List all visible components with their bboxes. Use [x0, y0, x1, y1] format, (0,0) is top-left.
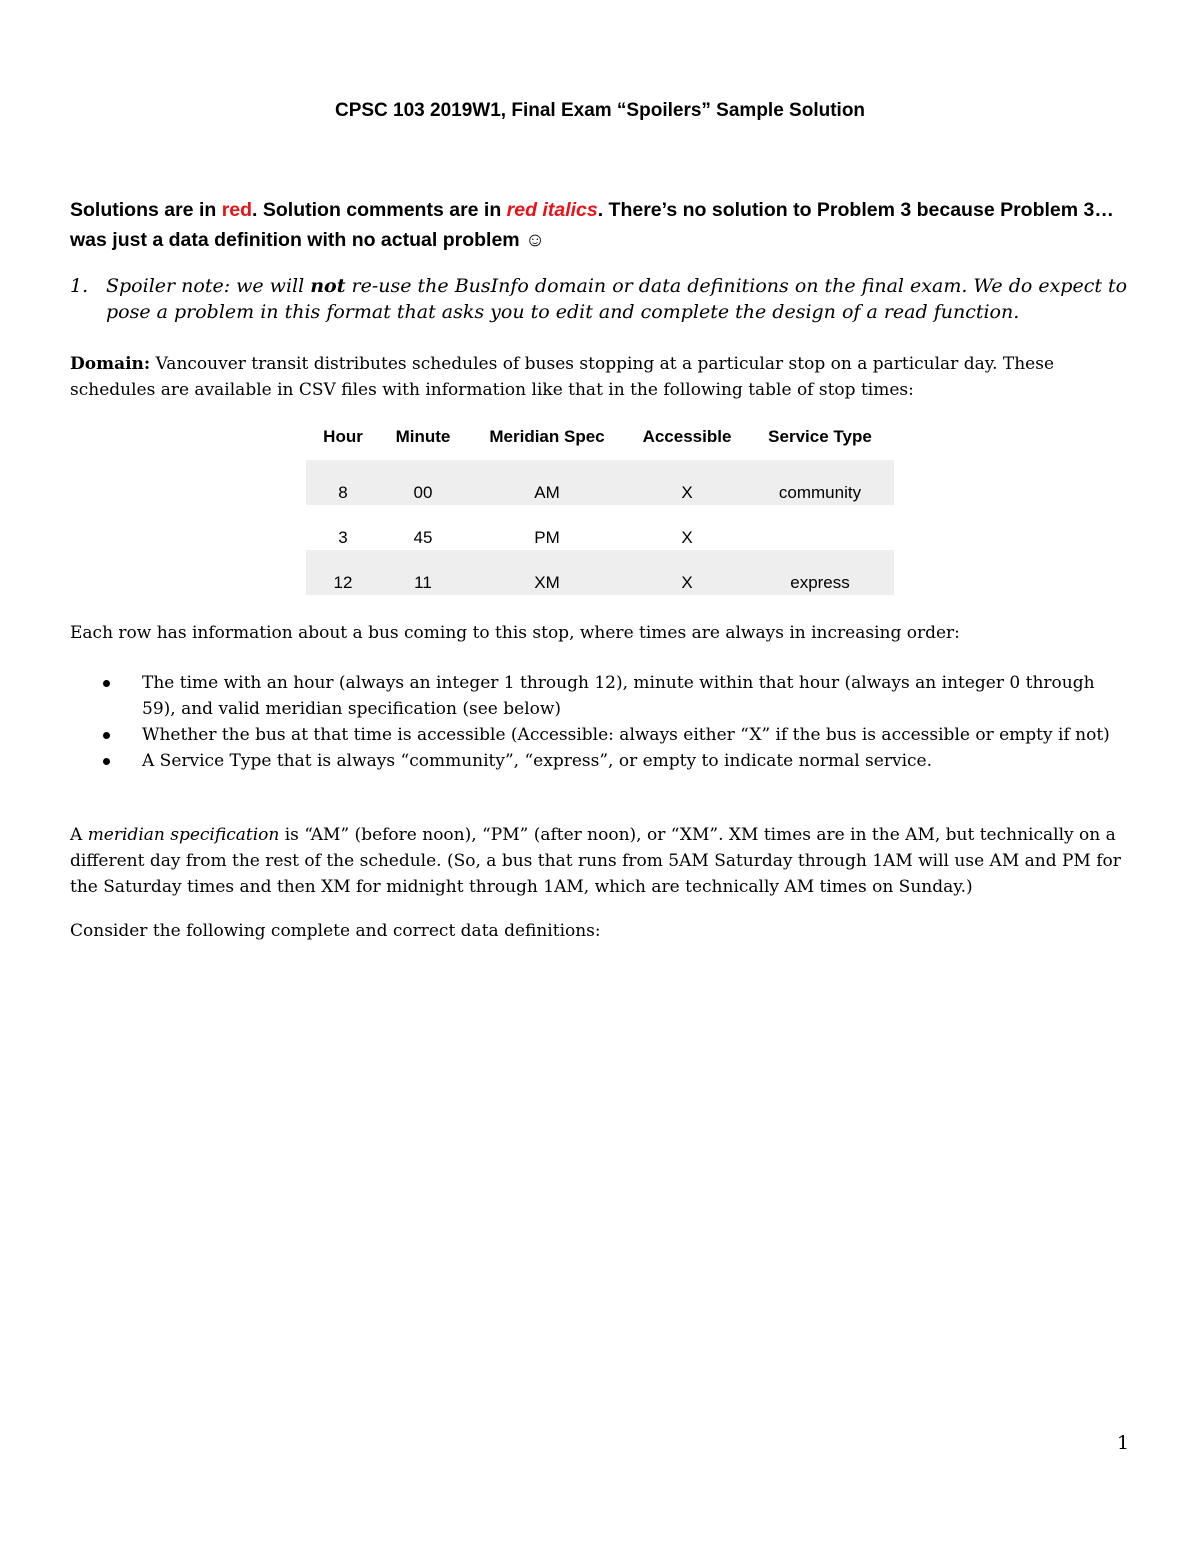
document-title: CPSC 103 2019W1, Final Exam “Spoilers” Sample Solution [334, 100, 866, 121]
cell-hour: 12 [333, 573, 353, 592]
intro-red-italics: red italics [506, 199, 598, 221]
q1-text-a: Spoiler note: we will [106, 275, 311, 297]
cell-minute: 11 [414, 573, 432, 592]
table-row [306, 550, 894, 595]
table-header-row [306, 424, 894, 460]
header-accessible: Accessible [642, 427, 732, 446]
page-number: 1 [1117, 1432, 1130, 1454]
meridian-text-a: A [70, 825, 88, 845]
cell-minute: 45 [413, 528, 433, 547]
row-info-paragraph: Each row has information about a bus coming to this stop, where times are always in increasing order: [70, 623, 960, 643]
intro-text-3: . There’s no solution to Problem 3 because Problem 3… was just a data definition with no actual problem [70, 199, 1114, 251]
intro-text-1: Solutions are in [70, 199, 222, 221]
q1-text-b: re-use the BusInfo domain or data definitions on the final exam. We do expect to pose a problem in this format that asks you to edit and complete the design of a read function. [106, 275, 1128, 323]
list-item [70, 748, 1130, 774]
cell-accessible: X [681, 573, 693, 592]
bullet-dot-icon [103, 680, 110, 687]
domain-label: Domain: [70, 354, 151, 374]
stop-times-table [306, 424, 894, 595]
header-service-type: Service Type [768, 427, 872, 446]
q1-emphasis: not [310, 275, 346, 297]
cell-meridian: PM [534, 528, 560, 547]
consider-paragraph: Consider the following complete and correct data definitions: [70, 921, 601, 941]
bullet-dot-icon [103, 732, 110, 739]
question-1-text [106, 273, 1140, 325]
header-minute: Minute [395, 427, 451, 446]
list-item [70, 670, 1130, 722]
intro-red-word: red [221, 199, 253, 221]
bullet-dot-icon [103, 758, 110, 765]
header-meridian-spec: Meridian Spec [489, 427, 605, 446]
meridian-text-b: is “AM” (before noon), “PM” (after noon), or “XM”. XM times are in the AM, but technically on a different day from the rest of the schedule. (So, a bus that runs from 5AM Saturday through 1AM will use AM and PM for the Saturday times and then XM for midnight through 1AM, which are technically AM times on Sunday.) [70, 825, 1121, 897]
bullet-text: Whether the bus at that time is accessible (Accessible: always either “X” if the bus is accessible or empty if not) [142, 725, 1110, 745]
solution-intro [70, 195, 1140, 255]
question-1-note [70, 273, 1140, 325]
field-bullet-list [70, 670, 1130, 774]
question-number: 1. [70, 275, 89, 297]
domain-text: Vancouver transit distributes schedules of buses stopping at a particular stop on a particular day. These schedules are available in CSV files with information like that in the following table of stop times: [70, 354, 1055, 400]
cell-service-type: express [790, 573, 850, 592]
cell-service-type: community [778, 483, 862, 502]
table-row [306, 460, 894, 505]
bullet-text: A Service Type that is always “community”, “express”, or empty to indicate normal service. [142, 751, 932, 771]
cell-hour: 8 [338, 483, 348, 502]
list-item [70, 722, 1130, 748]
cell-meridian: AM [534, 483, 560, 502]
cell-minute: 00 [413, 483, 433, 502]
header-hour: Hour [323, 427, 363, 446]
cell-meridian: XM [534, 573, 560, 592]
domain-paragraph [70, 351, 1130, 403]
cell-hour: 3 [338, 528, 348, 547]
cell-accessible: X [681, 528, 693, 547]
meridian-paragraph [70, 822, 1130, 900]
smiley-icon: ☺ [525, 229, 545, 251]
intro-text-2: . Solution comments are in [252, 199, 507, 221]
bullet-text: The time with an hour (always an integer 1 through 12), minute within that hour (always an integer 0 through 59), and valid meridian specification (see below) [142, 673, 1095, 719]
cell-accessible: X [681, 483, 693, 502]
meridian-term: meridian specification [87, 825, 280, 845]
table-row [306, 505, 894, 550]
